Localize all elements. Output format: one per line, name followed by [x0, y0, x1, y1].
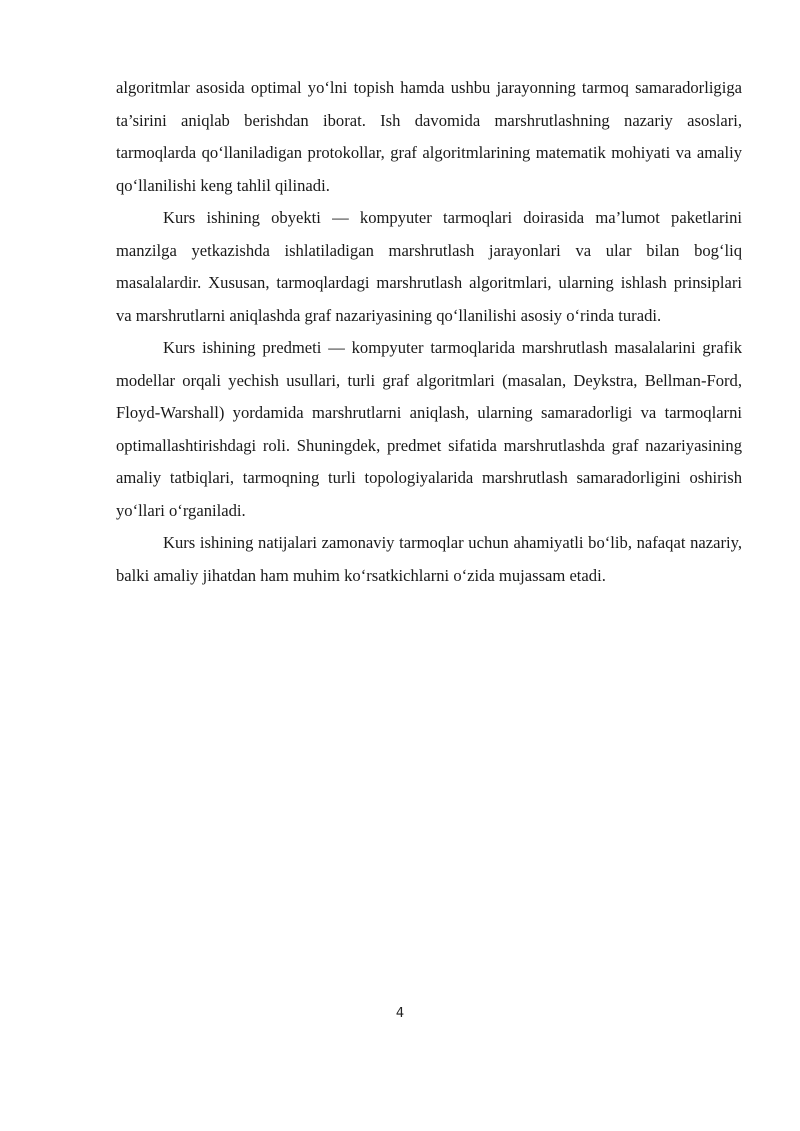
body-text — [116, 72, 742, 592]
paragraph-obyekti: Kurs ishining obyekti — kompyuter tarmoqlari doirasida ma’lumot paketlarini manzilga yetkazishda ishlatiladigan marshrutlash jarayonlari va ular bilan bog‘liq masalalardir. Xususan, tarmoqlardagi marshrutlash algoritmlari, ularning ishlash prinsiplari va marshrutlarni aniqlashda graf nazariyasining qo‘llanilishi asosiy o‘rinda turadi. — [116, 208, 742, 325]
paragraph-1: algoritmlar asosida optimal yo‘lni topish hamda ushbu jarayonning tarmoq samaradorligiga ta’sirini aniqlab berishdan iborat. Ish davomida marshrutlashning nazariy asoslari, tarmoqlarda qo‘llaniladigan protokollar, graf algoritmlarining matematik mohiyati va amaliy qo‘llanilishi keng tahlil qilinadi. — [116, 78, 742, 195]
paragraph-natijalari: Kurs ishining natijalari zamonaviy tarmoqlar uchun ahamiyatli bo‘lib, nafaqat nazariy, balki amaliy jihatdan ham muhim ko‘rsatkichlarni o‘zida mujassam etadi. — [116, 533, 742, 585]
page-number: 4 — [395, 1006, 405, 1021]
paragraph-predmeti: Kurs ishining predmeti — kompyuter tarmoqlarida marshrutlash masalalarini grafik modellar orqali yechish usullari, turli graf algoritmlari (masalan, Deykstra, Bellman-Ford, Floyd-Warshall) yordamida marshrutlarni aniqlash, ularning samaradorligi va tarmoqlarni optimallashtirishdagi roli. Shuningdek, predmet sifatida marshrutlashda graf nazariyasining amaliy tatbiqlari, tarmoqning turli topologiyalarida marshrutlash samaradorligini oshirish yo‘llari o‘rganiladi. — [116, 338, 742, 520]
